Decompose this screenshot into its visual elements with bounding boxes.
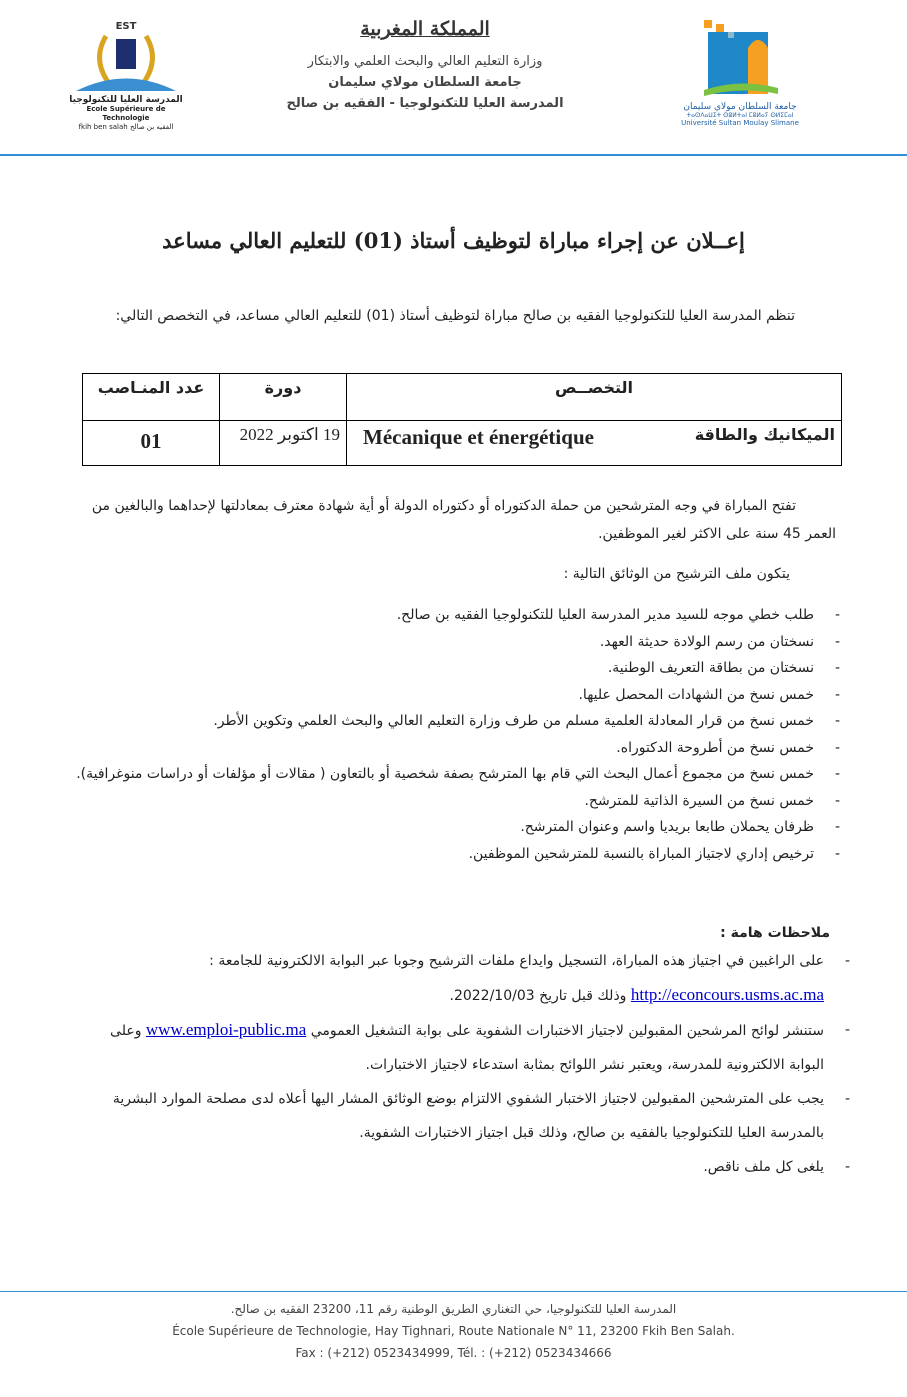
university-emblem-icon xyxy=(700,18,780,100)
col-specialty: التخصــص xyxy=(347,374,842,421)
eligibility-paragraph: تفتح المباراة في وجه المترشحين من حملة الدكتوراه أو دكتوراه الدولة أو أية شهادة معترف بمعادلتها لإحداهما والبالغين من العمر 45 سنة على الاكثر لغير الموظفين. xyxy=(91,498,836,542)
list-item: - طلب خطي موجه للسيد مدير المدرسة العليا للتكنولوجيا الفقيه بن صالح. xyxy=(76,602,842,629)
notes-title: ملاحظات هامة : xyxy=(720,925,830,941)
list-item: - خمس نسخ من أطروحة الدكتوراه. xyxy=(76,735,842,762)
emploi-public-link[interactable]: www.emploi-public.ma xyxy=(145,1020,307,1039)
list-item: - خمس نسخ من الشهادات المحصل عليها. xyxy=(76,682,842,709)
documents-list xyxy=(76,602,842,867)
intro-paragraph: تنظم المدرسة العليا للتكنولوجيا الفقيه بن صالح مباراة لتوظيف أستاذ (01) للتعليم العالي مساعد، في التخصص التالي: xyxy=(115,308,795,324)
letterhead xyxy=(0,0,907,156)
list-item: - خمس نسخ من قرار المعادلة العلمية مسلم من طرف وزارة التعليم العالي والبحث العلمي وتكوين الأطر. xyxy=(76,708,842,735)
positions-table xyxy=(82,373,842,466)
usms-logo: جامعة السلطان مولاي سليمان ⵜⴰⵙⴷⴰⵡⵉⵜ ⵙⵓⵍⵜⴰⵏ ⵎⵓⵍⴰⵢ ⵙⵍⵉⵎⴰⵏ Université Sultan Moulay Slimane xyxy=(680,18,800,138)
page-title: إعــلان عن إجراء مباراة لتوظيف أستاذ (01) للتعليم العالي مساعد xyxy=(162,228,745,253)
list-item: - ظرفان يحملان طابعا بريديا واسم وعنوان المترشح. xyxy=(76,814,842,841)
list-item: - نسختان من رسم الولادة حديثة العهد. xyxy=(76,629,842,656)
footer: المدرسة العليا للتكنولوجيا، حي التغناري الطريق الوطنية رقم 11، 23200 الفقيه بن صالح. École Supérieure de Technologie, Hay Tighnari, Route Nationale N° 11, 23200 Fkih Ben Salah. Fax : (+212) 0523434999, Tél. : (+212) 0523434666 xyxy=(0,1291,907,1364)
col-count: عدد المنـاصب xyxy=(83,374,220,421)
specialty-cell: الميكانيك والطاقة Mécanique et énergétique xyxy=(347,421,842,466)
laurel-book-icon xyxy=(66,31,186,93)
list-item: - يجب على المترشحين المقبولين لاجتياز الاختبار الشفوي الالتزام بوضع الوثائق المشار اليها أعلاه لدى مصلحة الموارد البشرية بالمدرسة العليا للتكنولوجيا بالفقيه بن صالح، وذلك قبل اجتياز الاختبارات الشفوية. xyxy=(76,1082,852,1150)
table-row xyxy=(83,421,842,466)
count-cell: 01 xyxy=(83,421,220,466)
list-item: - ترخيص إداري لاجتياز المباراة بالنسبة للمترشحين الموظفين. xyxy=(76,841,842,868)
col-session: دورة xyxy=(220,374,347,421)
list-item: - على الراغبين في اجتياز هذه المباراة، التسجيل وايداع ملفات الترشيح وجوبا عبر البوابة الالكترونية للجامعة : http://econcours.usms.ac.ma وذلك قبل تاريخ 2022/10/03. xyxy=(76,944,852,1013)
econcours-link[interactable]: http://econcours.usms.ac.ma xyxy=(630,985,824,1004)
list-item: - خمس نسخ من السيرة الذاتية للمترشح. xyxy=(76,788,842,815)
list-item: - ستنشر لوائح المرشحين المقبولين لاجتياز الاختبارات الشفوية على بوابة التشغيل العمومي www.emploi-public.ma وعلى البوابة الالكترونية للمدرسة، ويعتبر نشر اللوائح بمثابة استدعاء لاجتياز الاختبارات. xyxy=(76,1013,852,1082)
header-text: المملكة المغربية وزارة التعليم العالي والبحث العلمي والابتكار جامعة السلطان مولاي سليمان المدرسة العليا للتكنولوجيا - الفقيه بن صالح xyxy=(286,18,564,111)
session-cell: 19 اكتوبر 2022 xyxy=(220,421,347,466)
list-item: - خمس نسخ من مجموع أعمال البحث التي قام بها المترشح بصفة شخصية أو بالتعاون ( مقالات أو مؤلفات أو دراسات منوغرافية). xyxy=(76,761,842,788)
list-item: - يلغى كل ملف ناقص. xyxy=(76,1150,852,1184)
documents-intro: يتكون ملف الترشيح من الوثائق التالية : xyxy=(563,566,790,582)
notes-list xyxy=(76,944,852,1184)
est-logo: EST المدرسة العليا للتكنولوجيا Ecole Supérieure de Technologie fkih ben salah الفقيه بن صالح xyxy=(66,22,186,137)
list-item: - نسختان من بطاقة التعريف الوطنية. xyxy=(76,655,842,682)
